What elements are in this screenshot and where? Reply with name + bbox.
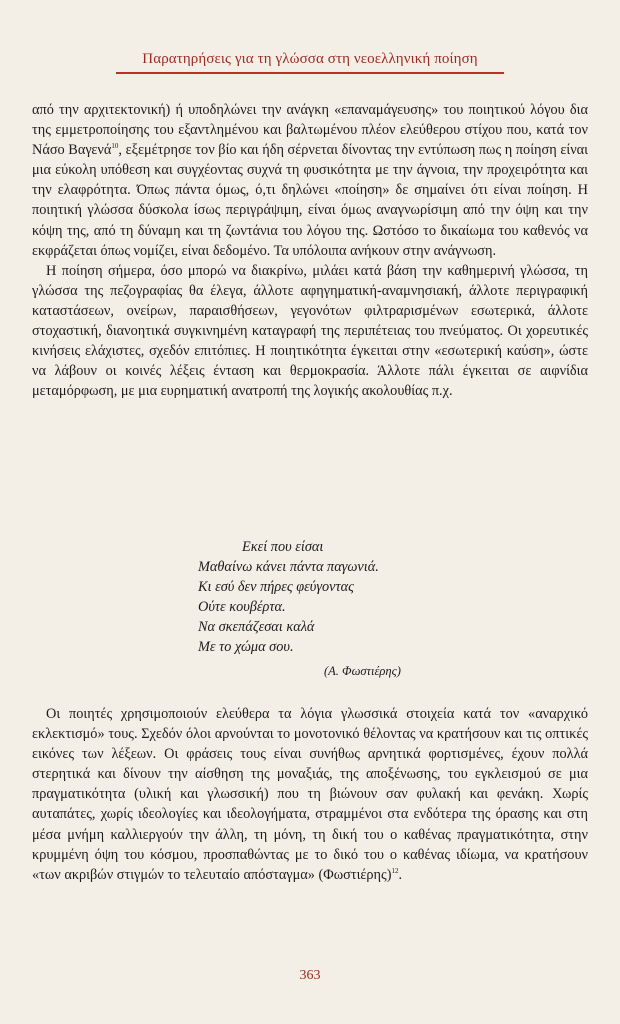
header-rule <box>116 72 504 74</box>
body-text-top <box>32 100 588 401</box>
footnote-ref-12[interactable]: 12 <box>391 866 399 875</box>
paragraph-1 <box>32 100 588 261</box>
paragraph-1-text-b: , εξεμέτρησε τον βίο και ήδη σέρνεται δίνοντας την εντύπωση πως η ποίηση είναι μια εύκολη υπόθεση και συγχέοντας συχνά τη φυσικότητα με την άγνοια, την προχειρότητα και την ελαφρότητα. Όπως πάντα όμως, ό,τι δηλώνει «ποίηση» δε σημαίνει ότι είναι ποίηση. Η ποιητική γλώσσα δύσκολα ίσως περιγράψιμη, είναι όμως αναγνωρίσιμη από την όψη και την κόψη της, από τη δύναμη και τη ζωντάνια του λόγου της. Ωστόσο το δικαίωμα του καθενός να εκφράζεται όπως νομίζει, είναι δεδομένο. Τα υπόλοιπα ανήκουν στην ανάγνωση. <box>32 142 588 259</box>
paragraph-3-text-a: Οι ποιητές χρησιμοποιούν ελεύθερα τα λόγια γλωσσικά στοιχεία κατά τον «αναρχικό εκλεκτισμό» τους. Σχεδόν όλοι αρνούνται το μονοτονικό θέλοντας να κρατήσουν και τις οπτικές εικόνες των λέξεων. Οι φράσεις τους είναι συνήθως αρνητικά φορτισμένες, έχουν πολλά στερητικά και δίνουν την αίσθηση της μοναξιάς, της αποξένωσης, του εγκλεισμού σε μια πραγματικότητα (υλική και γλωσσική) που τη βιώνουν σαν φυλακή και φενάκη. Χωρίς αυταπάτες, χωρίς ιδεολογίες και ιδεολογήματα, στραμμένοι στα ενδότερα της όρασης και στη μέσα μνήμη καλλιεργούν την άλλη, τη μόνη, τη δική του ο καθένας πραγματικότητα, στην κρυμμένη όψη του κόσμου, προσπαθώντας με το δικό του ο καθένας ιδίωμα, να κρατήσουν «των ακριβών στιγμών το τελευταίο απόσταγμα» (Φωστιέρης) <box>32 706 588 883</box>
poem-line: Εκεί που είσαι <box>242 539 324 555</box>
page-number: 363 <box>299 968 321 983</box>
poem-line: Με το χώμα σου. <box>198 639 294 656</box>
poem-line: Μαθαίνω κάνει πάντα παγωνιά. <box>198 559 379 576</box>
paragraph-3 <box>32 704 588 885</box>
poem-excerpt <box>198 537 458 658</box>
footnote-ref-10[interactable]: 10 <box>111 142 119 151</box>
paragraph-2: Η ποίηση σήμερα, όσο μπορώ να διακρίνω, μιλάει κατά βάση την καθημερινή γλώσσα, τη γλώσσα της πεζογραφίας θα έλεγα, άλλοτε αφηγηματική-αναμνησιακή, άλλοτε περιγραφική καταστάσεων, ονείρων, παραισθήσεων, γεγονότων φιλτραρισμένων εσωτερικά, άλλοτε στοχαστική, διανοητικά συγκινημένη καταγραφή της περιπέτειας του πνεύματος. Οι χορευτικές κινήσεις ελάχιστες, σχεδόν επιτόπιες. Η ποιητικότητα έγκειται στην «εσωτερική καύση», ώστε να λάβουν οι κοινές λέξεις ένταση και θερμοκρασία. Άλλοτε πάλι έγκειται σε αιφνίδια μεταμόρφωση, με μια ευρηματική ανατροπή της λογικής ακολουθίας π.χ. <box>32 262 588 400</box>
poem-line: Κι εσύ δεν πήρες φεύγοντας <box>198 579 354 596</box>
poem-attribution: (Α. Φωστιέρης) <box>324 664 401 678</box>
paragraph-3-text-b: . <box>398 866 403 883</box>
poem-line: Ούτε κουβέρτα. <box>198 599 286 616</box>
body-text-bottom <box>32 704 588 885</box>
poem-line: Να σκεπάζεσαι καλά <box>198 619 315 636</box>
paragraph-1-text-a: από την αρχιτεκτονική) ή υποδηλώνει την ανάγκη «επαναμάγευσης» του ποιητικού λόγου δια της εμμετροποίησης του εξαντλημένου και βαλτωμένου πλέον ελεύθερου στίχου που, κατά τον Νάσο Βαγενά <box>32 102 588 159</box>
running-header: Παρατηρήσεις για τη γλώσσα στη νεοελληνική ποίηση <box>142 51 478 67</box>
